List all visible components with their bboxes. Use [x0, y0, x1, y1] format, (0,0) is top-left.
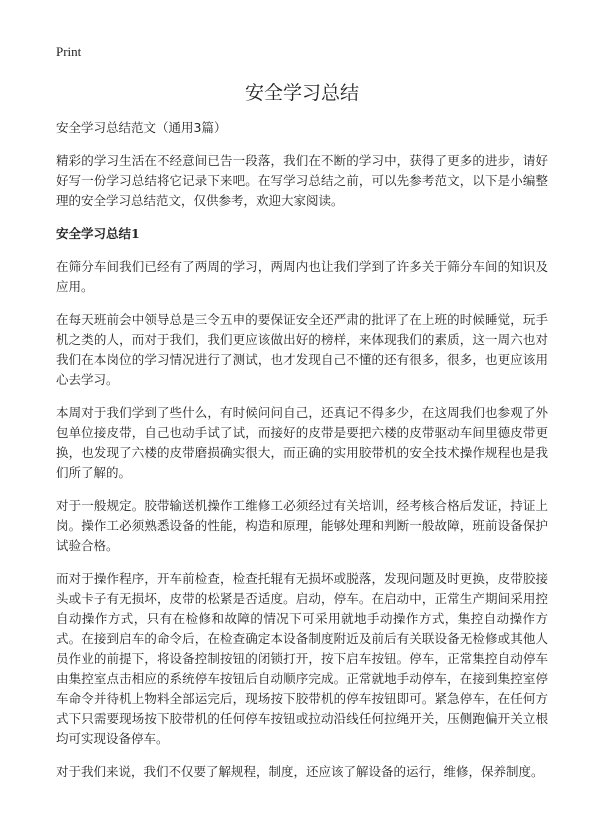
document-subtitle: 安全学习总结范文（通用3篇）: [56, 120, 227, 135]
body-paragraph: 在筛分车间我们已经有了两周的学习，两周内也让我们学到了许多关于筛分车间的知识及应用。: [56, 259, 548, 294]
body-paragraph: 本周对于我们学到了些什么，有时候问问自己，还真记不得多少，在这周我们也参观了外包单位接皮带，自己也动手试了试，而接好的皮带是要把六楼的皮带驱动车间里德皮带更换，也发现了六楼的皮带磨损确实很大，而正确的实用胶带机的安全技术操作规程也是我们所了解的。: [56, 405, 548, 480]
print-link[interactable]: Print: [56, 44, 82, 59]
section-heading: 安全学习总结1: [56, 226, 140, 241]
body-paragraph: 对于一般规定。胶带输送机操作工维修工必须经过有关培训，经考核合格后发证，持证上岗。操作工必须熟悉设备的性能，构造和原理，能够处理和判断一般故障，班前设备保护试验合格。: [56, 498, 548, 553]
body-paragraph: 对于我们来说，我们不仅要了解规程，制度，还应该了解设备的运行，维修，保养制度。: [56, 764, 544, 779]
body-paragraph: 而对于操作程序，开车前检查，检查托辊有无损坏或脱落，发现问题及时更换，皮带胶接头或卡子有无损坏，皮带的松紧是否适度。启动，停车。在启动中，正常生产期间采用控自动操作方式，只有在检修和故障的情况下可采用就地手动操作方式，集控自动操作方式。在接到启车的命令后，在检查确定本设备制度附近及前后有关联设备无检修或其他人员作业的前提下，将设备控制按钮的闭锁打开，按下启车按钮。停车，正常集控自动停车由集控室点击相应的系统停车按钮后自动顺序完成。正常就地手动停车，在接到集控室停车命令并待机上物料全部运完后，现场按下胶带机的停车按钮即可。紧急停车，在任何方式下只需要现场按下胶带机的任何停车按钮或拉动沿线任何拉绳开关，压侧跑偏开关立根均可实现设备停车。: [56, 571, 548, 746]
intro-paragraph: 精彩的学习生活在不经意间已告一段落，我们在不断的学习中，获得了更多的进步，请好好写一份学习总结将它记录下来吧。在写学习总结之前，可以先参考范文，以下是小编整理的安全学习总结范文，仅供参考，欢迎大家阅读。: [56, 153, 548, 208]
page-title: 安全学习总结: [244, 82, 359, 104]
body-paragraph: 在每天班前会中领导总是三令五申的要保证安全还严肃的批评了在上班的时候睡觉，玩手机之类的人，而对于我们，我们更应该做出好的榜样，来体现我们的素质，这一周六也对我们在本岗位的学习情况进行了测试，也才发现自己不懂的还有很多，很多，也更应该用心去学习。: [56, 312, 548, 387]
